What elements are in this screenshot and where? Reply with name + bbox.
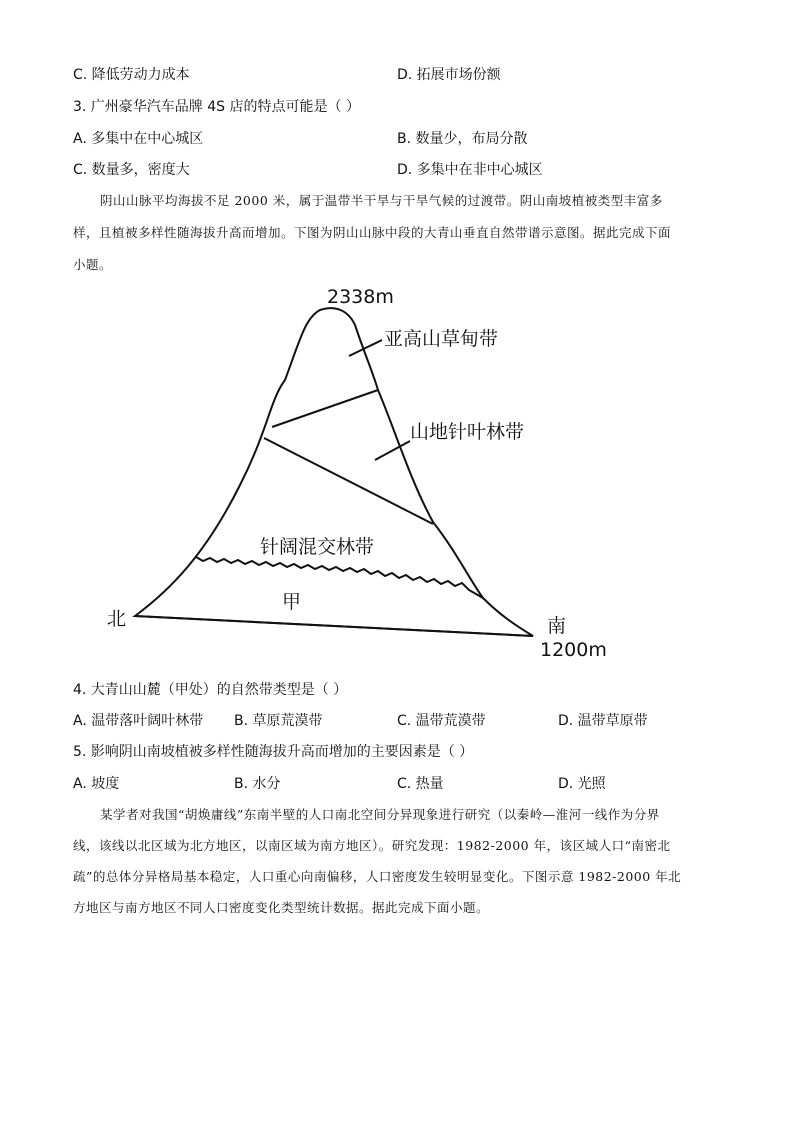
q2-option-d: D. 拓展市场份额 (397, 67, 501, 83)
q5-option-c: C. 热量 (397, 776, 444, 792)
q4-stem: 4. 大青山山麓（甲处）的自然带类型是（ ） (73, 682, 348, 698)
passage1-line2: 样，且植被多样性随海拔升高而增加。下图为阴山山脉中段的大青山垂直自然带谱示意图。据此完成下面 (73, 225, 672, 240)
q5-option-d: D. 光照 (558, 776, 606, 792)
q3-option-b: B. 数量少，布局分散 (397, 131, 528, 147)
zone-subalpine-meadow-label: 亚高山草甸带 (384, 328, 499, 350)
zone-mountain-conifer-label: 山地针叶林带 (410, 421, 525, 443)
passage2-line2: 线，该线以北区域为北方地区，以南区域为南方地区）。研究发现：1982-2000 年，该区域人口“南密北 (73, 838, 671, 853)
q3-stem: 3. 广州豪华汽车品牌 4S 店的特点可能是（ ） (73, 99, 360, 115)
zone-mixed-forest-label: 针阔混交林带 (260, 536, 375, 558)
zone-jia-label: 甲 (282, 591, 302, 613)
q3-option-c: C. 数量多，密度大 (73, 162, 190, 178)
q5-option-b: B. 水分 (234, 776, 281, 792)
q3-option-d: D. 多集中在非中心城区 (397, 162, 543, 178)
q4-option-b: B. 草原荒漠带 (234, 713, 323, 729)
boundary-conifer-mixed (264, 438, 433, 524)
peak-elevation-label: 2338m (327, 286, 394, 308)
q5-stem: 5. 影响阴山南坡植被多样性随海拔升高而增加的主要因素是（ ） (73, 744, 474, 760)
passage1-line3: 小题。 (73, 257, 113, 272)
base-line (135, 616, 533, 636)
south-label: 南 (547, 615, 567, 637)
boundary-mixed-jia (196, 557, 483, 598)
q5-option-a: A. 坡度 (73, 776, 120, 792)
north-label: 北 (107, 608, 127, 630)
q4-option-d: D. 温带草原带 (558, 713, 648, 729)
passage2-line3: 疏”的总体分异格局基本稳定，人口重心向南偏移，人口密度发生较明显变化。下图示意 1982-2000 年北 (73, 869, 682, 884)
passage1-line1: 阴山山脉平均海拔不足 2000 米，属于温带半干旱与干旱气候的过渡带。阴山南坡植被类型丰富多 (100, 193, 663, 208)
passage2-line1: 某学者对我国“胡焕庸线”东南半壁的人口南北空间分异现象进行研究（以秦岭—淮河一线作为分界 (100, 807, 660, 822)
mountain-outline (135, 308, 533, 636)
q3-option-a: A. 多集中在中心城区 (73, 131, 204, 147)
passage2-line4: 方地区与南方地区不同人口密度变化类型统计数据。据此完成下面小题。 (73, 900, 490, 915)
q4-option-a: A. 温带落叶阔叶林带 (73, 713, 204, 729)
base-elevation-label: 1200m (540, 639, 607, 661)
boundary-subalpine-conifer (272, 390, 378, 427)
q2-option-c: C. 降低劳动力成本 (73, 67, 190, 83)
q4-option-c: C. 温带荒漠带 (397, 713, 486, 729)
